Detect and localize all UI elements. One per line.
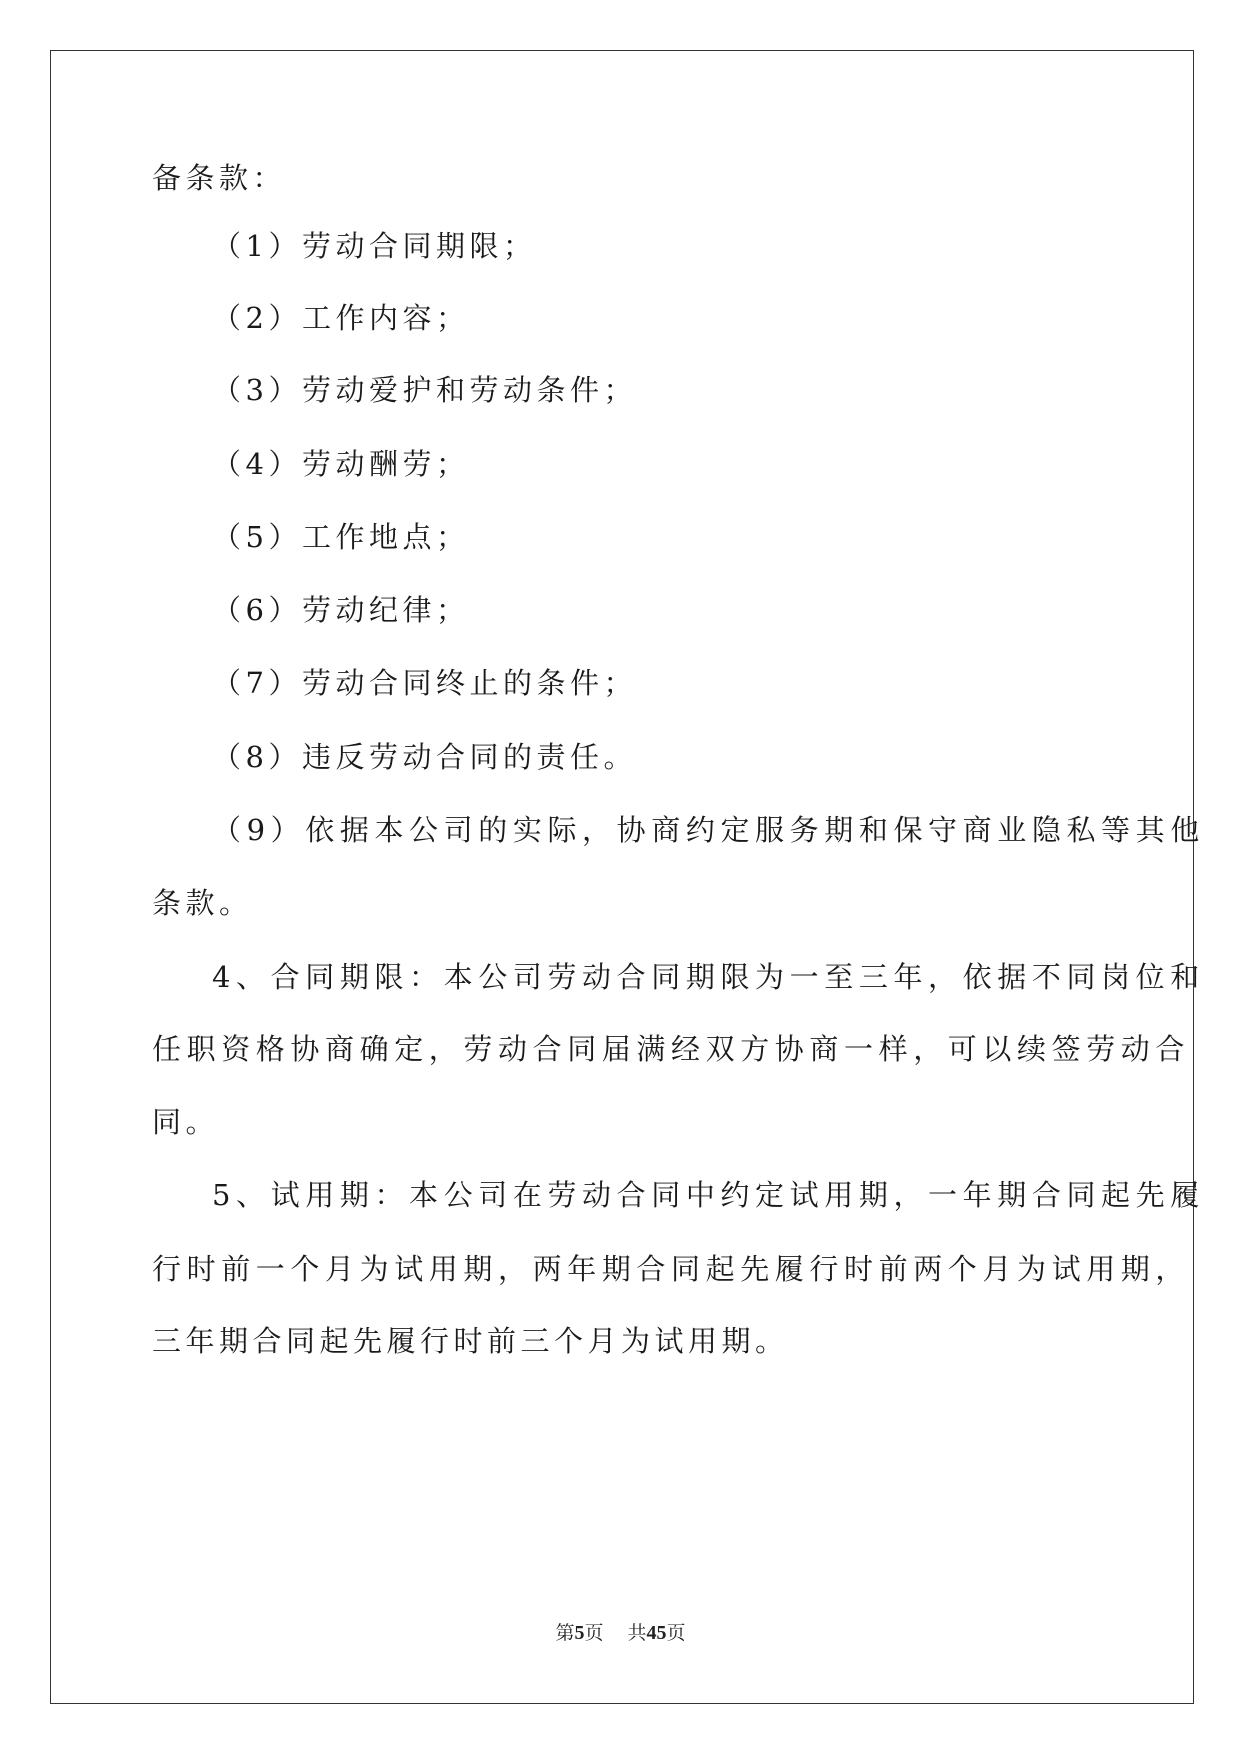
page-number: 5	[574, 1622, 585, 1644]
paragraph-line: 行时前一个月为试用期，两年期合同起先履行时前两个月为试用期，	[152, 1252, 1191, 1286]
paragraph-line: 任职资格协商确定，劳动合同届满经双方协商一样，可以续签劳动合	[152, 1032, 1191, 1066]
list-item: （1）劳动合同期限；	[212, 229, 537, 263]
paragraph-line: 备条款：	[152, 161, 287, 195]
total-label-prefix: 共	[627, 1622, 647, 1644]
page-footer	[0, 1620, 1241, 1646]
list-item: （8）违反劳动合同的责任。	[212, 740, 637, 774]
list-item: （5）工作地点；	[212, 520, 470, 554]
list-item: （4）劳动酬劳；	[212, 447, 470, 481]
paragraph-line: 同。	[152, 1105, 220, 1139]
page-label-prefix: 第	[555, 1622, 575, 1644]
page-label-suffix: 页	[584, 1622, 604, 1644]
list-item: （9）依据本公司的实际，协商约定服务期和保守商业隐私等其他	[212, 813, 1205, 847]
list-item: （2）工作内容；	[212, 301, 470, 335]
paragraph-line: 条款。	[152, 886, 253, 920]
list-item: （3）劳动爱护和劳动条件；	[212, 373, 637, 407]
total-pages: 45	[646, 1622, 667, 1644]
paragraph-line: 5、试用期：本公司在劳动合同中约定试用期，一年期合同起先履	[212, 1178, 1205, 1212]
total-label-suffix: 页	[666, 1622, 686, 1644]
paragraph-line: 三年期合同起先履行时前三个月为试用期。	[152, 1324, 789, 1358]
list-item: （6）劳动纪律；	[212, 593, 470, 627]
paragraph-line: 4、合同期限：本公司劳动合同期限为一至三年，依据不同岗位和	[212, 960, 1205, 994]
list-item: （7）劳动合同终止的条件；	[212, 666, 637, 700]
